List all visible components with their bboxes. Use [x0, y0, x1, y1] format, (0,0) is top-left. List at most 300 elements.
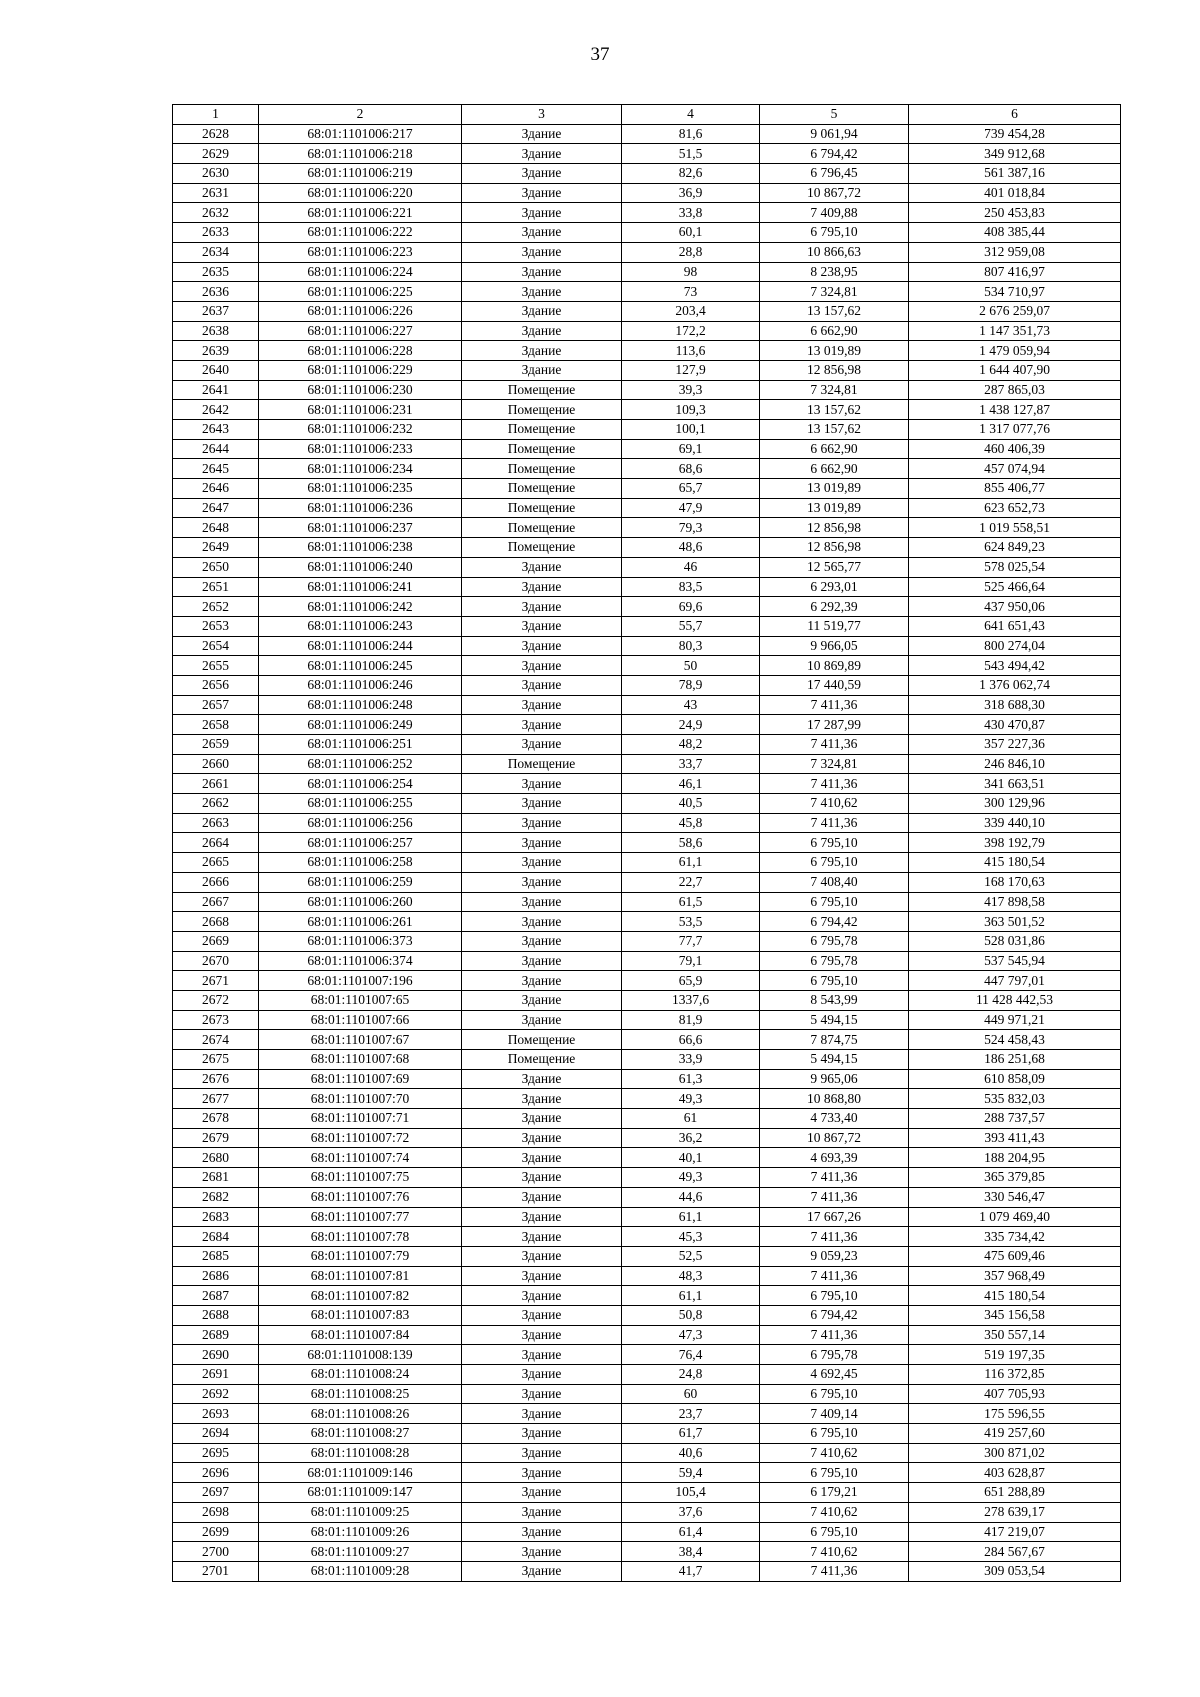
- object-type-cell: Здание: [462, 971, 622, 991]
- table-row: [173, 695, 1121, 715]
- cadastral-value-cell: 278 639,17: [909, 1502, 1121, 1522]
- cadastral-number-cell: 68:01:1101009:26: [259, 1522, 462, 1542]
- area-cell: 76,4: [622, 1345, 760, 1365]
- cadastral-value-cell: 1 644 407,90: [909, 360, 1121, 380]
- row-number-cell: 2648: [173, 518, 259, 538]
- cadastral-number-cell: 68:01:1101009:28: [259, 1561, 462, 1581]
- object-type-cell: Помещение: [462, 459, 622, 479]
- table-row: [173, 892, 1121, 912]
- cadastral-number-cell: 68:01:1101006:246: [259, 675, 462, 695]
- area-cell: 69,1: [622, 439, 760, 459]
- cadastral-number-cell: 68:01:1101007:82: [259, 1286, 462, 1306]
- object-type-cell: Помещение: [462, 498, 622, 518]
- table-row: [173, 1030, 1121, 1050]
- cadastral-number-cell: 68:01:1101006:245: [259, 656, 462, 676]
- cadastral-number-cell: 68:01:1101007:76: [259, 1187, 462, 1207]
- cadastral-value-cell: 417 219,07: [909, 1522, 1121, 1542]
- unit-value-cell: 7 411,36: [760, 813, 909, 833]
- row-number-cell: 2640: [173, 360, 259, 380]
- cadastral-number-cell: 68:01:1101006:237: [259, 518, 462, 538]
- cadastral-value-cell: 300 871,02: [909, 1443, 1121, 1463]
- area-cell: 41,7: [622, 1561, 760, 1581]
- cadastral-value-cell: 335 734,42: [909, 1227, 1121, 1247]
- row-number-cell: 2669: [173, 931, 259, 951]
- row-number-cell: 2631: [173, 183, 259, 203]
- cadastral-number-cell: 68:01:1101006:232: [259, 420, 462, 440]
- unit-value-cell: 13 157,62: [760, 301, 909, 321]
- table-row: [173, 420, 1121, 440]
- cadastral-number-cell: 68:01:1101006:229: [259, 360, 462, 380]
- table-row: [173, 656, 1121, 676]
- unit-value-cell: 5 494,15: [760, 1010, 909, 1030]
- cadastral-value-cell: 800 274,04: [909, 636, 1121, 656]
- cadastral-number-cell: 68:01:1101006:234: [259, 459, 462, 479]
- cadastral-value-cell: 534 710,97: [909, 282, 1121, 302]
- table-row: [173, 675, 1121, 695]
- row-number-cell: 2654: [173, 636, 259, 656]
- unit-value-cell: 6 794,42: [760, 912, 909, 932]
- table-row: [173, 1266, 1121, 1286]
- row-number-cell: 2688: [173, 1305, 259, 1325]
- table-row: [173, 538, 1121, 558]
- row-number-cell: 2663: [173, 813, 259, 833]
- cadastral-value-cell: 537 545,94: [909, 951, 1121, 971]
- row-number-cell: 2637: [173, 301, 259, 321]
- cadastral-number-cell: 68:01:1101006:227: [259, 321, 462, 341]
- unit-value-cell: 6 796,45: [760, 164, 909, 184]
- table-row: [173, 1404, 1121, 1424]
- unit-value-cell: 7 324,81: [760, 380, 909, 400]
- object-type-cell: Здание: [462, 1109, 622, 1129]
- table-row: [173, 262, 1121, 282]
- row-number-cell: 2652: [173, 597, 259, 617]
- unit-value-cell: 6 795,10: [760, 971, 909, 991]
- table-row: [173, 1207, 1121, 1227]
- object-type-cell: Здание: [462, 577, 622, 597]
- cadastral-value-cell: 1 376 062,74: [909, 675, 1121, 695]
- cadastral-value-cell: 288 737,57: [909, 1109, 1121, 1129]
- row-number-cell: 2665: [173, 853, 259, 873]
- column-header: 5: [760, 105, 909, 125]
- row-number-cell: 2671: [173, 971, 259, 991]
- cadastral-value-cell: 309 053,54: [909, 1561, 1121, 1581]
- row-number-cell: 2661: [173, 774, 259, 794]
- row-number-cell: 2650: [173, 557, 259, 577]
- cadastral-value-cell: 407 705,93: [909, 1384, 1121, 1404]
- row-number-cell: 2664: [173, 833, 259, 853]
- row-number-cell: 2641: [173, 380, 259, 400]
- row-number-cell: 2651: [173, 577, 259, 597]
- unit-value-cell: 6 795,10: [760, 853, 909, 873]
- area-cell: 58,6: [622, 833, 760, 853]
- area-cell: 127,9: [622, 360, 760, 380]
- table-row: [173, 872, 1121, 892]
- cadastral-number-cell: 68:01:1101006:226: [259, 301, 462, 321]
- object-type-cell: Здание: [462, 951, 622, 971]
- cadastral-value-cell: 2 676 259,07: [909, 301, 1121, 321]
- object-type-cell: Здание: [462, 301, 622, 321]
- unit-value-cell: 7 411,36: [760, 1187, 909, 1207]
- area-cell: 33,7: [622, 754, 760, 774]
- table-row: [173, 735, 1121, 755]
- object-type-cell: Здание: [462, 203, 622, 223]
- row-number-cell: 2686: [173, 1266, 259, 1286]
- cadastral-number-cell: 68:01:1101006:254: [259, 774, 462, 794]
- row-number-cell: 2677: [173, 1089, 259, 1109]
- cadastral-number-cell: 68:01:1101006:251: [259, 735, 462, 755]
- cadastral-number-cell: 68:01:1101007:67: [259, 1030, 462, 1050]
- cadastral-value-cell: 561 387,16: [909, 164, 1121, 184]
- cadastral-number-cell: 68:01:1101007:69: [259, 1069, 462, 1089]
- row-number-cell: 2675: [173, 1050, 259, 1070]
- table-row: [173, 183, 1121, 203]
- row-number-cell: 2674: [173, 1030, 259, 1050]
- row-number-cell: 2670: [173, 951, 259, 971]
- cadastral-value-cell: 287 865,03: [909, 380, 1121, 400]
- cadastral-number-cell: 68:01:1101006:230: [259, 380, 462, 400]
- unit-value-cell: 7 324,81: [760, 282, 909, 302]
- row-number-cell: 2647: [173, 498, 259, 518]
- cadastral-value-cell: 403 628,87: [909, 1463, 1121, 1483]
- table-row: [173, 360, 1121, 380]
- row-number-cell: 2656: [173, 675, 259, 695]
- row-number-cell: 2668: [173, 912, 259, 932]
- cadastral-number-cell: 68:01:1101009:27: [259, 1542, 462, 1562]
- area-cell: 77,7: [622, 931, 760, 951]
- unit-value-cell: 6 293,01: [760, 577, 909, 597]
- unit-value-cell: 7 411,36: [760, 735, 909, 755]
- table-row: [173, 1069, 1121, 1089]
- unit-value-cell: 6 795,78: [760, 931, 909, 951]
- area-cell: 36,2: [622, 1128, 760, 1148]
- cadastral-value-cell: 312 959,08: [909, 242, 1121, 262]
- object-type-cell: Здание: [462, 183, 622, 203]
- object-type-cell: Здание: [462, 892, 622, 912]
- row-number-cell: 2649: [173, 538, 259, 558]
- cadastral-value-cell: 11 428 442,53: [909, 990, 1121, 1010]
- area-cell: 52,5: [622, 1246, 760, 1266]
- area-cell: 33,8: [622, 203, 760, 223]
- object-type-cell: Здание: [462, 1404, 622, 1424]
- unit-value-cell: 6 292,39: [760, 597, 909, 617]
- row-number-cell: 2698: [173, 1502, 259, 1522]
- object-type-cell: Здание: [462, 1345, 622, 1365]
- cadastral-number-cell: 68:01:1101006:249: [259, 715, 462, 735]
- column-header: 6: [909, 105, 1121, 125]
- unit-value-cell: 13 157,62: [760, 400, 909, 420]
- unit-value-cell: 17 667,26: [760, 1207, 909, 1227]
- cadastral-value-cell: 651 288,89: [909, 1483, 1121, 1503]
- cadastral-value-cell: 339 440,10: [909, 813, 1121, 833]
- row-number-cell: 2676: [173, 1069, 259, 1089]
- cadastral-value-cell: 437 950,06: [909, 597, 1121, 617]
- unit-value-cell: 7 409,88: [760, 203, 909, 223]
- area-cell: 38,4: [622, 1542, 760, 1562]
- cadastral-value-cell: 357 968,49: [909, 1266, 1121, 1286]
- object-type-cell: Здание: [462, 124, 622, 144]
- area-cell: 40,1: [622, 1148, 760, 1168]
- unit-value-cell: 4 693,39: [760, 1148, 909, 1168]
- table-row: [173, 557, 1121, 577]
- object-type-cell: Помещение: [462, 380, 622, 400]
- area-cell: 81,6: [622, 124, 760, 144]
- cadastral-value-cell: 528 031,86: [909, 931, 1121, 951]
- object-type-cell: Помещение: [462, 518, 622, 538]
- cadastral-value-cell: 330 546,47: [909, 1187, 1121, 1207]
- cadastral-number-cell: 68:01:1101006:224: [259, 262, 462, 282]
- cadastral-number-cell: 68:01:1101006:228: [259, 341, 462, 361]
- cadastral-number-cell: 68:01:1101007:79: [259, 1246, 462, 1266]
- unit-value-cell: 6 795,10: [760, 1522, 909, 1542]
- object-type-cell: Здание: [462, 1227, 622, 1247]
- cadastral-value-cell: 357 227,36: [909, 735, 1121, 755]
- table-row: [173, 1168, 1121, 1188]
- object-type-cell: Здание: [462, 794, 622, 814]
- cadastral-number-cell: 68:01:1101006:223: [259, 242, 462, 262]
- cadastral-number-cell: 68:01:1101007:70: [259, 1089, 462, 1109]
- table-row: [173, 479, 1121, 499]
- unit-value-cell: 9 965,06: [760, 1069, 909, 1089]
- cadastral-number-cell: 68:01:1101006:259: [259, 872, 462, 892]
- table-row: [173, 301, 1121, 321]
- table-row: [173, 1463, 1121, 1483]
- area-cell: 51,5: [622, 144, 760, 164]
- cadastral-number-cell: 68:01:1101007:196: [259, 971, 462, 991]
- cadastral-value-cell: 519 197,35: [909, 1345, 1121, 1365]
- area-cell: 69,6: [622, 597, 760, 617]
- object-type-cell: Здание: [462, 616, 622, 636]
- unit-value-cell: 10 866,63: [760, 242, 909, 262]
- table-row: [173, 242, 1121, 262]
- row-number-cell: 2634: [173, 242, 259, 262]
- area-cell: 61: [622, 1109, 760, 1129]
- object-type-cell: Здание: [462, 597, 622, 617]
- cadastral-value-cell: 641 651,43: [909, 616, 1121, 636]
- unit-value-cell: 10 867,72: [760, 1128, 909, 1148]
- area-cell: 44,6: [622, 1187, 760, 1207]
- table-row: [173, 321, 1121, 341]
- area-cell: 33,9: [622, 1050, 760, 1070]
- header-row: [173, 105, 1121, 125]
- area-cell: 47,3: [622, 1325, 760, 1345]
- cadastral-value-cell: 188 204,95: [909, 1148, 1121, 1168]
- unit-value-cell: 9 966,05: [760, 636, 909, 656]
- cadastral-value-cell: 398 192,79: [909, 833, 1121, 853]
- object-type-cell: Здание: [462, 1010, 622, 1030]
- table-row: [173, 1148, 1121, 1168]
- cadastral-value-cell: 401 018,84: [909, 183, 1121, 203]
- unit-value-cell: 13 019,89: [760, 479, 909, 499]
- row-number-cell: 2683: [173, 1207, 259, 1227]
- cadastral-number-cell: 68:01:1101006:218: [259, 144, 462, 164]
- area-cell: 24,8: [622, 1365, 760, 1385]
- cadastral-value-cell: 457 074,94: [909, 459, 1121, 479]
- table-row: [173, 498, 1121, 518]
- cadastral-number-cell: 68:01:1101006:217: [259, 124, 462, 144]
- cadastral-value-cell: 578 025,54: [909, 557, 1121, 577]
- table-row: [173, 715, 1121, 735]
- row-number-cell: 2662: [173, 794, 259, 814]
- area-cell: 172,2: [622, 321, 760, 341]
- area-cell: 48,2: [622, 735, 760, 755]
- row-number-cell: 2695: [173, 1443, 259, 1463]
- row-number-cell: 2692: [173, 1384, 259, 1404]
- area-cell: 73: [622, 282, 760, 302]
- cadastral-number-cell: 68:01:1101007:78: [259, 1227, 462, 1247]
- cadastral-number-cell: 68:01:1101008:27: [259, 1424, 462, 1444]
- cadastral-number-cell: 68:01:1101006:373: [259, 931, 462, 951]
- object-type-cell: Здание: [462, 695, 622, 715]
- column-header: 2: [259, 105, 462, 125]
- cadastral-number-cell: 68:01:1101006:240: [259, 557, 462, 577]
- unit-value-cell: 4 692,45: [760, 1365, 909, 1385]
- object-type-cell: Здание: [462, 1187, 622, 1207]
- cadastral-value-cell: 168 170,63: [909, 872, 1121, 892]
- unit-value-cell: 6 179,21: [760, 1483, 909, 1503]
- unit-value-cell: 4 733,40: [760, 1109, 909, 1129]
- cadastral-value-cell: 363 501,52: [909, 912, 1121, 932]
- area-cell: 45,3: [622, 1227, 760, 1247]
- unit-value-cell: 7 409,14: [760, 1404, 909, 1424]
- row-number-cell: 2691: [173, 1365, 259, 1385]
- object-type-cell: Помещение: [462, 439, 622, 459]
- cadastral-value-cell: 284 567,67: [909, 1542, 1121, 1562]
- cadastral-number-cell: 68:01:1101009:25: [259, 1502, 462, 1522]
- table-row: [173, 951, 1121, 971]
- unit-value-cell: 6 795,10: [760, 223, 909, 243]
- object-type-cell: Здание: [462, 341, 622, 361]
- cadastral-number-cell: 68:01:1101006:219: [259, 164, 462, 184]
- cadastral-number-cell: 68:01:1101007:84: [259, 1325, 462, 1345]
- object-type-cell: Здание: [462, 1069, 622, 1089]
- cadastral-number-cell: 68:01:1101006:261: [259, 912, 462, 932]
- unit-value-cell: 7 411,36: [760, 695, 909, 715]
- cadastral-number-cell: 68:01:1101006:238: [259, 538, 462, 558]
- table-row: [173, 1187, 1121, 1207]
- table-row: [173, 1246, 1121, 1266]
- cadastral-number-cell: 68:01:1101007:77: [259, 1207, 462, 1227]
- cadastral-number-cell: 68:01:1101007:72: [259, 1128, 462, 1148]
- object-type-cell: Здание: [462, 360, 622, 380]
- object-type-cell: Здание: [462, 1365, 622, 1385]
- unit-value-cell: 7 874,75: [760, 1030, 909, 1050]
- cadastral-value-cell: 449 971,21: [909, 1010, 1121, 1030]
- table-row: [173, 380, 1121, 400]
- unit-value-cell: 7 324,81: [760, 754, 909, 774]
- object-type-cell: Здание: [462, 1246, 622, 1266]
- object-type-cell: Здание: [462, 1443, 622, 1463]
- area-cell: 61,1: [622, 1207, 760, 1227]
- object-type-cell: Здание: [462, 1207, 622, 1227]
- unit-value-cell: 7 411,36: [760, 774, 909, 794]
- area-cell: 203,4: [622, 301, 760, 321]
- area-cell: 80,3: [622, 636, 760, 656]
- row-number-cell: 2689: [173, 1325, 259, 1345]
- object-type-cell: Здание: [462, 636, 622, 656]
- table-row: [173, 518, 1121, 538]
- cadastral-number-cell: 68:01:1101007:75: [259, 1168, 462, 1188]
- table-row: [173, 1109, 1121, 1129]
- object-type-cell: Здание: [462, 1384, 622, 1404]
- cadastral-number-cell: 68:01:1101006:252: [259, 754, 462, 774]
- unit-value-cell: 6 662,90: [760, 321, 909, 341]
- object-type-cell: Здание: [462, 242, 622, 262]
- cadastral-value-cell: 460 406,39: [909, 439, 1121, 459]
- unit-value-cell: 6 794,42: [760, 1305, 909, 1325]
- area-cell: 98: [622, 262, 760, 282]
- table-row: [173, 1424, 1121, 1444]
- row-number-cell: 2667: [173, 892, 259, 912]
- object-type-cell: Здание: [462, 813, 622, 833]
- area-cell: 1337,6: [622, 990, 760, 1010]
- row-number-cell: 2639: [173, 341, 259, 361]
- object-type-cell: Здание: [462, 774, 622, 794]
- unit-value-cell: 6 795,78: [760, 1345, 909, 1365]
- row-number-cell: 2636: [173, 282, 259, 302]
- table-row: [173, 912, 1121, 932]
- cadastral-value-cell: 1 317 077,76: [909, 420, 1121, 440]
- object-type-cell: Здание: [462, 1266, 622, 1286]
- area-cell: 61,3: [622, 1069, 760, 1089]
- cadastral-number-cell: 68:01:1101006:248: [259, 695, 462, 715]
- table-row: [173, 853, 1121, 873]
- cadastral-value-cell: 365 379,85: [909, 1168, 1121, 1188]
- table-row: [173, 400, 1121, 420]
- table-row: [173, 1325, 1121, 1345]
- row-number-cell: 2653: [173, 616, 259, 636]
- area-cell: 61,5: [622, 892, 760, 912]
- object-type-cell: Помещение: [462, 420, 622, 440]
- cadastral-number-cell: 68:01:1101006:257: [259, 833, 462, 853]
- row-number-cell: 2633: [173, 223, 259, 243]
- table-row: [173, 636, 1121, 656]
- object-type-cell: Здание: [462, 282, 622, 302]
- unit-value-cell: 6 795,10: [760, 1424, 909, 1444]
- cadastral-value-cell: 1 438 127,87: [909, 400, 1121, 420]
- row-number-cell: 2685: [173, 1246, 259, 1266]
- unit-value-cell: 11 519,77: [760, 616, 909, 636]
- table-row: [173, 1305, 1121, 1325]
- object-type-cell: Здание: [462, 656, 622, 676]
- cadastral-value-cell: 318 688,30: [909, 695, 1121, 715]
- table-row: [173, 971, 1121, 991]
- unit-value-cell: 9 061,94: [760, 124, 909, 144]
- unit-value-cell: 7 411,36: [760, 1325, 909, 1345]
- cadastral-value-cell: 250 453,83: [909, 203, 1121, 223]
- cadastral-number-cell: 68:01:1101007:65: [259, 990, 462, 1010]
- object-type-cell: Помещение: [462, 754, 622, 774]
- object-type-cell: Здание: [462, 223, 622, 243]
- area-cell: 79,3: [622, 518, 760, 538]
- unit-value-cell: 7 410,62: [760, 1502, 909, 1522]
- unit-value-cell: 7 411,36: [760, 1227, 909, 1247]
- row-number-cell: 2630: [173, 164, 259, 184]
- unit-value-cell: 8 543,99: [760, 990, 909, 1010]
- table-row: [173, 282, 1121, 302]
- area-cell: 100,1: [622, 420, 760, 440]
- row-number-cell: 2658: [173, 715, 259, 735]
- area-cell: 53,5: [622, 912, 760, 932]
- cadastral-value-cell: 415 180,54: [909, 1286, 1121, 1306]
- object-type-cell: Здание: [462, 1424, 622, 1444]
- cadastral-number-cell: 68:01:1101006:244: [259, 636, 462, 656]
- area-cell: 49,3: [622, 1089, 760, 1109]
- row-number-cell: 2696: [173, 1463, 259, 1483]
- unit-value-cell: 12 565,77: [760, 557, 909, 577]
- table-row: [173, 616, 1121, 636]
- area-cell: 47,9: [622, 498, 760, 518]
- cadastral-value-cell: 417 898,58: [909, 892, 1121, 912]
